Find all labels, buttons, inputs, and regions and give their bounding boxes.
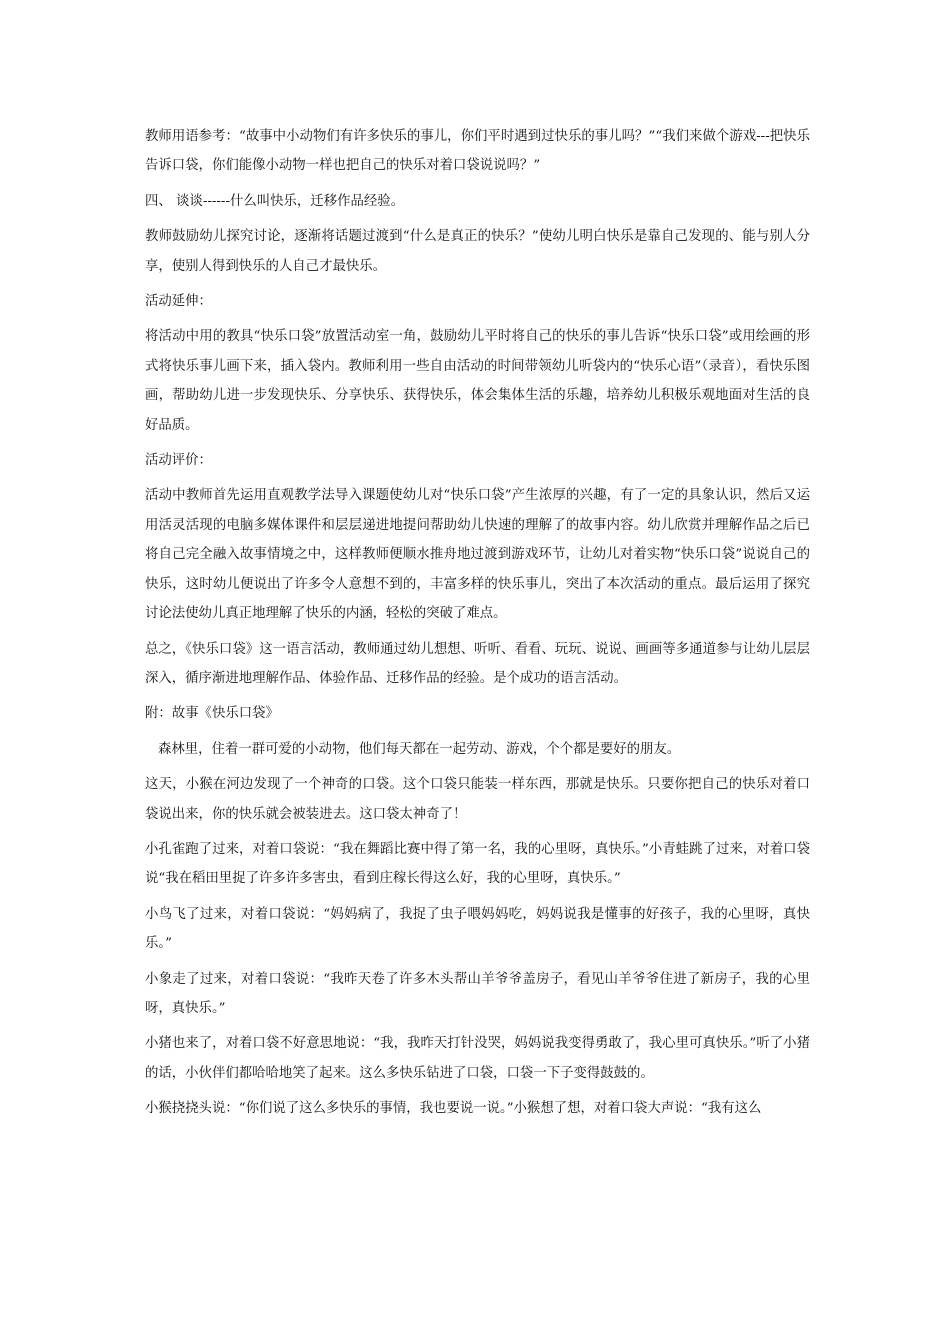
- paragraph-step-four: 四、 谈谈------什么叫快乐，迁移作品经验。: [145, 193, 405, 209]
- heading-activity-evaluation: 活动评价：: [145, 453, 212, 469]
- story-paragraph-monkey-pocket: 这天，小猴在河边发现了一个神奇的口袋。这个口袋只能装一样东西，那就是快乐。只要你把自己的快乐对着口袋说出来，你的快乐就会被装进去。这口袋太神奇了！: [145, 777, 810, 822]
- paragraph-summary: 总之，《快乐口袋》这一语言活动，教师通过幼儿想想、听听、看看、玩玩、说说、画画等多通道参与让幼儿层层深入，循序渐进地理解作品、体验作品、迁移作品的经验。是个成功的语言活动。: [145, 641, 810, 686]
- story-paragraph-monkey-speaks: 小猴挠挠头说：“你们说了这么多快乐的事情，我也要说一说。”小猴想了想，对着口袋大声说：“我有这么: [145, 1101, 762, 1117]
- paragraph-activity-evaluation: 活动中教师首先运用直观教学法导入课题使幼儿对“快乐口袋”产生浓厚的兴趣，有了一定的具象认识，然后又运用活灵活现的电脑多媒体课件和层层递进地提问帮助幼儿快速的理解了的故事内容。幼儿欣赏并理解作品之后已将自己完全融入故事情境之中，这样教师便顺水推舟地过渡到游戏环节，让幼儿对着实物“快乐口袋”说说自己的快乐，这时幼儿便说出了许多令人意想不到的，丰富多样的快乐事儿，突出了本次活动的重点。最后运用了探究讨论法使幼儿真正地理解了快乐的内涵，轻松的突破了难点。: [145, 488, 810, 622]
- heading-activity-extension: 活动延伸：: [145, 294, 212, 310]
- heading-story-appendix: 附：故事《快乐口袋》: [145, 706, 279, 722]
- story-paragraph-pig: 小猪也来了，对着口袋不好意思地说：“我，我昨天打针没哭，妈妈说我变得勇敢了，我心里可真快乐。”听了小猪的话，小伙伴们都哈哈地笑了起来。这么多快乐钻进了口袋，口袋一下子变得鼓鼓的。: [145, 1036, 810, 1081]
- paragraph-discussion: 教师鼓励幼儿探究讨论，逐渐将话题过渡到“什么是真正的快乐？”使幼儿明白快乐是靠自己发现的、能与别人分享，使别人得到快乐的人自己才最快乐。: [145, 229, 810, 274]
- story-paragraph-forest: 森林里，住着一群可爱的小动物，他们每天都在一起劳动、游戏，个个都是要好的朋友。: [158, 741, 681, 757]
- story-paragraph-bird: 小鸟飞了过来，对着口袋说：“妈妈病了，我捉了虫子喂妈妈吃，妈妈说我是懂事的好孩子，我的心里呀，真快乐。”: [145, 906, 810, 952]
- story-paragraph-peacock-frog: 小孔雀跑了过来，对着口袋说：“我在舞蹈比赛中得了第一名，我的心里呀，真快乐。”小青蛙跳了过来，对着口袋说“我在稻田里捉了许多许多害虫，看到庄稼长得这么好，我的心里呀，真快乐。”: [145, 841, 810, 887]
- story-paragraph-elephant: 小象走了过来，对着口袋说：“我昨天卷了许多木头帮山羊爷爷盖房子，看见山羊爷爷住进了新房子，我的心里呀，真快乐。”: [145, 971, 810, 1016]
- paragraph-activity-extension: 将活动中用的教具“快乐口袋”放置活动室一角，鼓励幼儿平时将自己的快乐的事儿告诉“快乐口袋”或用绘画的形式将快乐事儿画下来，插入袋内。教师利用一些自由活动的时间带领幼儿听袋内的“快乐心语”（录音），看快乐图画，帮助幼儿进一步发现快乐、分享快乐、获得快乐，体会集体生活的乐趣，培养幼儿积极乐观地面对生活的良好品质。: [145, 329, 810, 433]
- document-page: [145, 122, 810, 1130]
- paragraph-teacher-reference: 教师用语参考：“故事中小动物们有许多快乐的事儿，你们平时遇到过快乐的事儿吗？”“我们来做个游戏---把快乐告诉口袋，你们能像小动物一样也把自己的快乐对着口袋说说吗？”: [145, 129, 810, 174]
